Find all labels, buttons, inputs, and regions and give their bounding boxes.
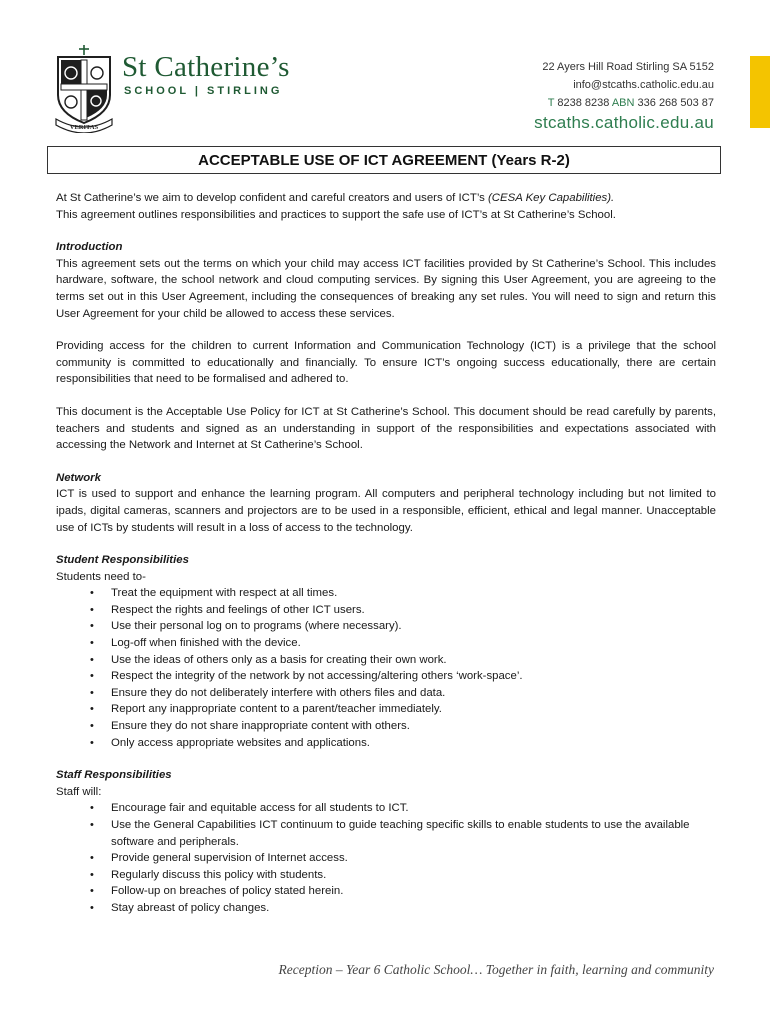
page-title: ACCEPTABLE USE OF ICT AGREEMENT (Years R-2) (47, 146, 721, 174)
bullet-icon: • (90, 620, 94, 633)
list-item-text: Respect the rights and feelings of other ICT users. (111, 603, 365, 616)
list-item-text: Regularly discuss this policy with students. (111, 868, 327, 881)
list-item (90, 668, 716, 685)
bullet-icon: • (90, 736, 94, 749)
bullet-icon: • (90, 819, 94, 831)
list-item (90, 585, 716, 602)
list-item-text: Report any inappropriate content to a parent/teacher immediately. (111, 703, 442, 716)
list-item (90, 701, 716, 718)
introduction-para-1: This agreement sets out the terms on which your child may access ICT facilities provided by St Catherine’s School. This includes hardware, software, the school network and cloud computing services. By signing this User Agreement, you are agreeing to the terms set out in this User Agreement, including the consequences of breaking any set rules. You will need to sign and return this User Agreement for your child be allowed to access these services. (56, 257, 716, 320)
list-item (90, 602, 716, 619)
staff-responsibilities-heading: Staff Responsibilities (56, 769, 172, 782)
intro-line-1-italic: (CESA Key Capabilities). (488, 192, 615, 204)
network-para: ICT is used to support and enhance the learning program. All computers and peripheral technology including but not limited to ipads, digital cameras, scanners and projectors are to be used in a responsible, efficient, ethical and legal manner. Unacceptable use of ICTs by students will result in a loss of access to the technology. (56, 488, 716, 534)
list-item (90, 652, 716, 669)
list-item-text: Follow-up on breaches of policy stated herein. (111, 885, 344, 898)
list-item-text: Use the General Capabilities ICT continuum to guide teaching specific skills to enable students to use the available software and peripherals. (111, 819, 690, 848)
bullet-icon: • (90, 720, 94, 733)
accent-bar (750, 56, 770, 128)
phone-abn-line (542, 94, 714, 112)
bullet-icon: • (90, 686, 94, 699)
student-responsibilities-list (56, 585, 716, 751)
intro-line-1-text: At St Catherine’s we aim to develop confident and careful creators and users of ICT’s (56, 192, 489, 204)
list-item (90, 735, 716, 752)
list-item-text: Encourage fair and equitable access for all students to ICT. (111, 802, 409, 815)
footer-tagline: Reception – Year 6 Catholic School… Together in faith, learning and community (278, 962, 714, 977)
school-subtitle: SCHOOL | STIRLING (124, 85, 283, 97)
introduction-para-3: This document is the Acceptable Use Policy for ICT at St Catherine’s School. This document should be read carefully by parents, teachers and students and signed as an understanding in support of the responsibilities and expectations associated with accessing the Network and Internet at St Catherine’s School. (56, 405, 716, 452)
school-name: St Catherine’s (122, 51, 290, 83)
list-item (90, 800, 716, 817)
document-body (56, 190, 716, 917)
staff-responsibilities-list (56, 800, 716, 916)
phone-label: T (547, 97, 555, 109)
phone-number: 8238 8238 (557, 97, 610, 109)
email-link[interactable]: info@stcaths.catholic.edu.au (573, 79, 714, 91)
list-item-text: Ensure they do not share inappropriate content with others. (111, 720, 410, 733)
bullet-icon: • (90, 637, 94, 650)
website-link[interactable]: stcaths.catholic.edu.au (534, 113, 714, 132)
introduction-para-2: Providing access for the children to current Information and Communication Technology (ICT) is a privilege that the school community is committed to educationally and financially. To ensure ICT’s ongoing success educationally, there are certain responsibilities that need to be formalised and adhered to. (56, 340, 716, 386)
list-item-text: Stay abreast of policy changes. (111, 901, 270, 914)
introduction-heading: Introduction (56, 241, 123, 254)
contact-block (542, 58, 714, 112)
crest-motto: VERITAS (69, 124, 99, 131)
list-item-text: Provide general supervision of Internet access. (111, 852, 348, 865)
list-item (90, 685, 716, 702)
network-heading: Network (56, 471, 101, 484)
list-item (90, 635, 716, 652)
staff-lead: Staff will: (56, 785, 102, 798)
list-item (90, 900, 716, 917)
address: 22 Ayers Hill Road Stirling SA 5152 (542, 61, 714, 73)
bullet-icon: • (90, 802, 94, 815)
student-responsibilities-heading: Student Responsibilities (56, 554, 189, 567)
bullet-icon: • (90, 852, 94, 865)
bullet-icon: • (90, 587, 94, 600)
school-crest-logo (52, 43, 116, 133)
bullet-icon: • (90, 670, 94, 683)
bullet-icon: • (90, 603, 94, 616)
list-item-text: Treat the equipment with respect at all times. (111, 587, 338, 600)
list-item-text: Log-off when finished with the device. (111, 637, 301, 650)
bullet-icon: • (90, 703, 94, 716)
abn-number: 336 268 503 87 (637, 97, 714, 109)
list-item-text: Respect the integrity of the network by not accessing/altering others ‘work-space’. (111, 670, 523, 683)
list-item (90, 867, 716, 884)
intro-line-1 (56, 190, 716, 207)
list-item (90, 718, 716, 735)
list-item-text: Only access appropriate websites and applications. (111, 736, 370, 749)
list-item-text: Ensure they do not deliberately interfere with others files and data. (111, 686, 446, 699)
bullet-icon: • (90, 901, 94, 914)
intro-line-2: This agreement outlines responsibilities and practices to support the safe use of ICT’s at St Catherine’s School. (56, 208, 616, 221)
students-lead: Students need to- (56, 570, 146, 583)
list-item (90, 618, 716, 635)
list-item (90, 883, 716, 900)
abn-label: ABN (611, 97, 635, 109)
bullet-icon: • (90, 653, 94, 666)
list-item-text: Use the ideas of others only as a basis for creating their own work. (111, 653, 447, 666)
list-item-text: Use their personal log on to programs (where necessary). (111, 620, 402, 633)
list-item (90, 850, 716, 867)
bullet-icon: • (90, 868, 94, 881)
list-item (90, 817, 716, 850)
bullet-icon: • (90, 885, 94, 898)
